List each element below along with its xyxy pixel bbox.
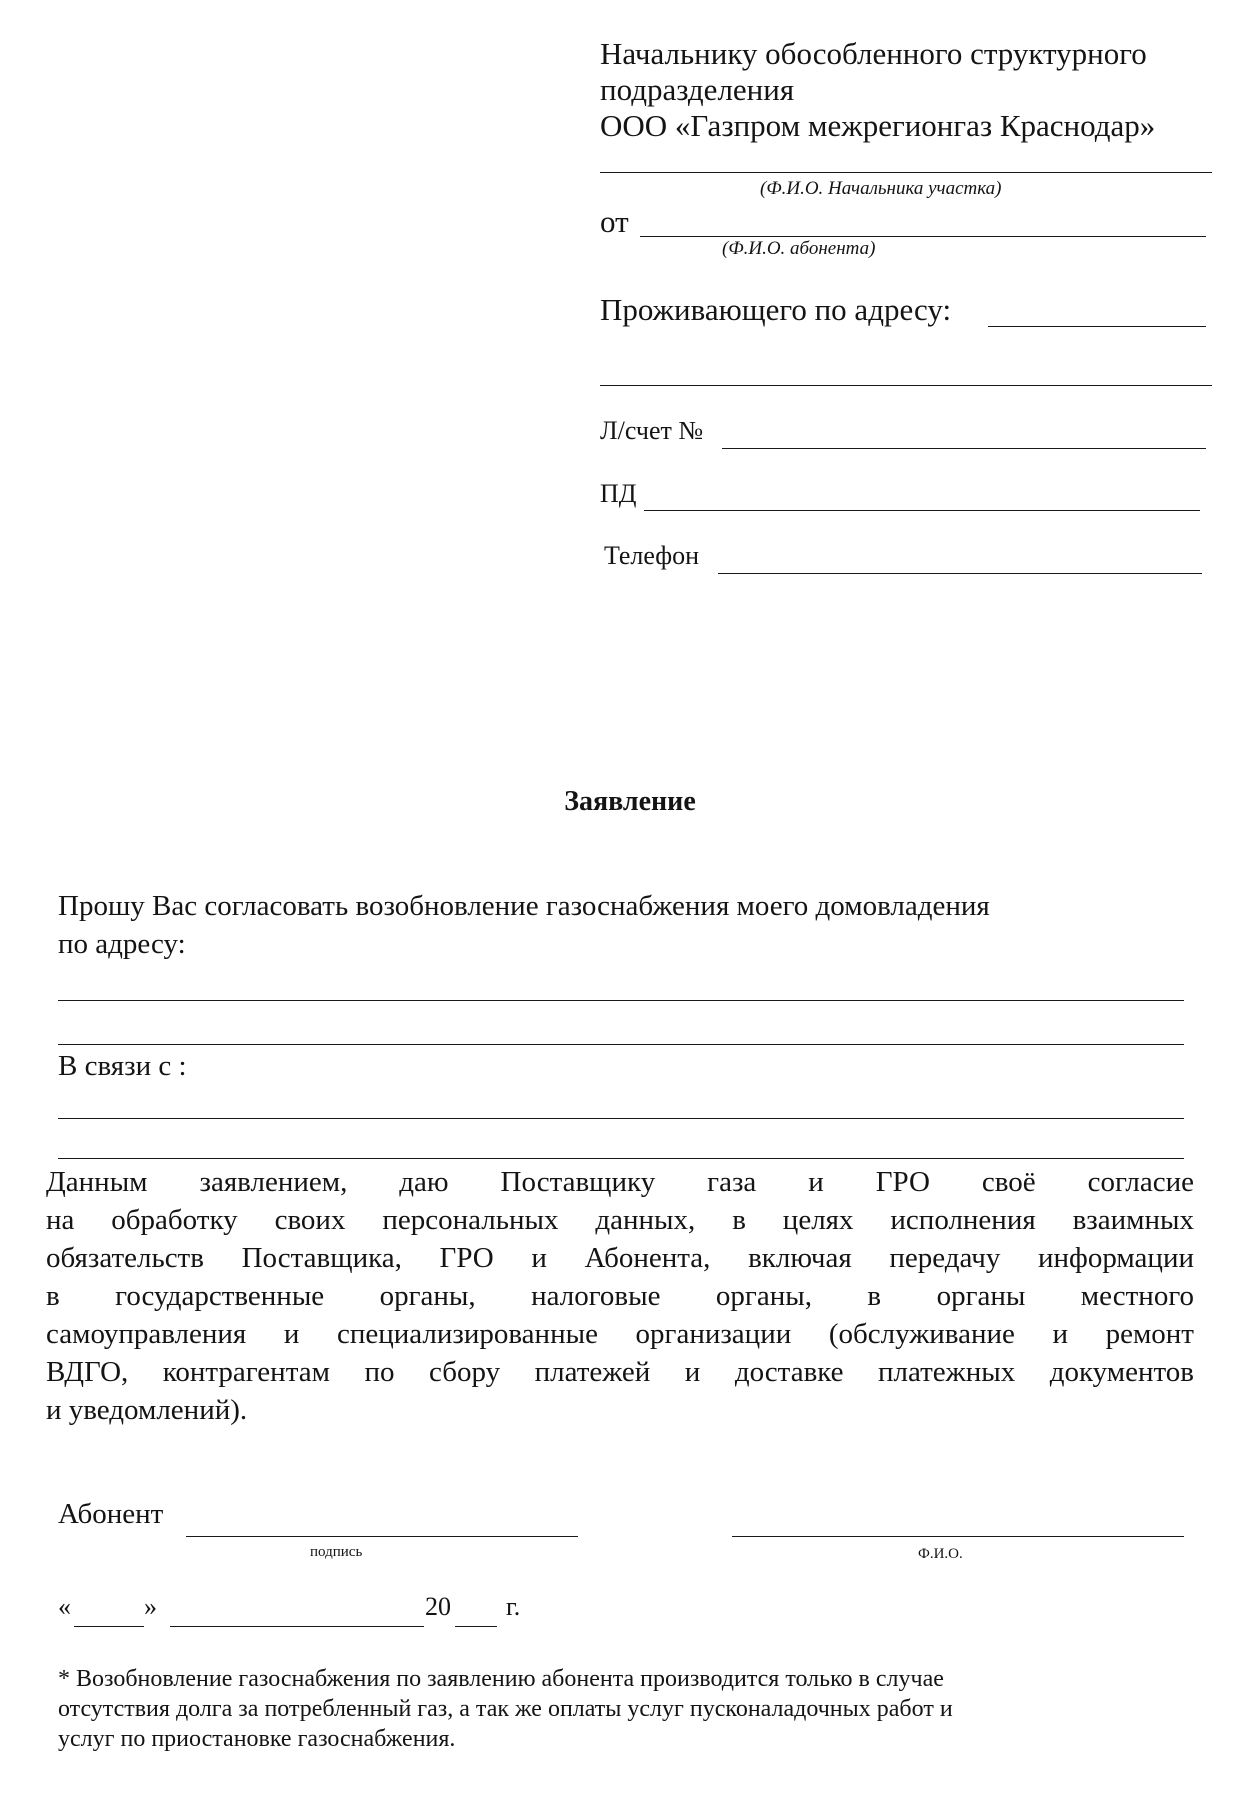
full-name-hint: Ф.И.О. xyxy=(918,1546,963,1562)
subscriber-name-field[interactable] xyxy=(640,236,1206,237)
chief-name-hint: (Ф.И.О. Начальника участка) xyxy=(760,178,1002,199)
date-year-field[interactable] xyxy=(455,1626,497,1627)
reason-label: В связи с : xyxy=(58,1050,187,1082)
address-field-3[interactable] xyxy=(58,1000,1184,1001)
subscriber-name-hint: (Ф.И.О. абонента) xyxy=(722,238,876,259)
address-field-1[interactable] xyxy=(988,326,1206,327)
address-field-2[interactable] xyxy=(600,385,1212,386)
signature-field[interactable] xyxy=(186,1536,578,1537)
consent-line-2: на обработку своих персональных данных, в целях исполнения взаимных xyxy=(46,1204,1194,1236)
subscriber-label: Абонент xyxy=(58,1498,164,1530)
consent-line-4: в государственные органы, налоговые органы, в органы местного xyxy=(46,1280,1194,1312)
reason-field-2[interactable] xyxy=(58,1158,1184,1159)
date-month-field[interactable] xyxy=(170,1626,424,1627)
consent-line-6: ВДГО, контрагентам по сбору платежей и доставке платежных документов xyxy=(46,1356,1194,1388)
request-line-2: по адресу: xyxy=(58,928,186,960)
footnote-line-2: отсутствия долга за потребленный газ, а так же оплаты услуг пусконаладочных работ и xyxy=(58,1696,953,1722)
date-open-quote: « xyxy=(58,1592,71,1621)
pd-field[interactable] xyxy=(644,510,1200,511)
document-title: Заявление xyxy=(564,786,696,817)
chief-name-field[interactable] xyxy=(600,172,1212,173)
year-prefix: 20 xyxy=(425,1592,451,1621)
account-label: Л/счет № xyxy=(600,416,704,445)
account-field[interactable] xyxy=(722,448,1206,449)
date-close-quote: » xyxy=(144,1592,157,1621)
footnote-line-1: * Возобновление газоснабжения по заявлению абонента производится только в случае xyxy=(58,1666,944,1692)
signature-hint: подпись xyxy=(310,1544,363,1560)
addressee-line-2: подразделения xyxy=(600,72,795,107)
addressee-line-1: Начальнику обособленного структурного xyxy=(600,36,1147,71)
reason-field-1[interactable] xyxy=(58,1118,1184,1119)
year-suffix: г. xyxy=(506,1592,521,1621)
consent-line-5: самоуправления и специализированные организации (обслуживание и ремонт xyxy=(46,1318,1194,1350)
address-label: Проживающего по адресу: xyxy=(600,292,952,327)
full-name-field[interactable] xyxy=(732,1536,1184,1537)
addressee-line-3: ООО «Газпром межрегионгаз Краснодар» xyxy=(600,108,1156,143)
pd-label: ПД xyxy=(600,479,637,508)
address-field-4[interactable] xyxy=(58,1044,1184,1045)
request-line-1: Прошу Вас согласовать возобновление газоснабжения моего домовладения xyxy=(58,890,990,922)
date-day-field[interactable] xyxy=(74,1626,144,1627)
consent-line-7: и уведомлений). xyxy=(46,1394,248,1426)
from-label: от xyxy=(600,204,629,239)
phone-label: Телефон xyxy=(604,541,700,570)
consent-line-3: обязательств Поставщика, ГРО и Абонента, включая передачу информации xyxy=(46,1242,1194,1274)
consent-line-1: Данным заявлением, даю Поставщику газа и ГРО своё согласие xyxy=(46,1166,1194,1198)
phone-field[interactable] xyxy=(718,573,1202,574)
footnote-line-3: услуг по приостановке газоснабжения. xyxy=(58,1726,456,1752)
